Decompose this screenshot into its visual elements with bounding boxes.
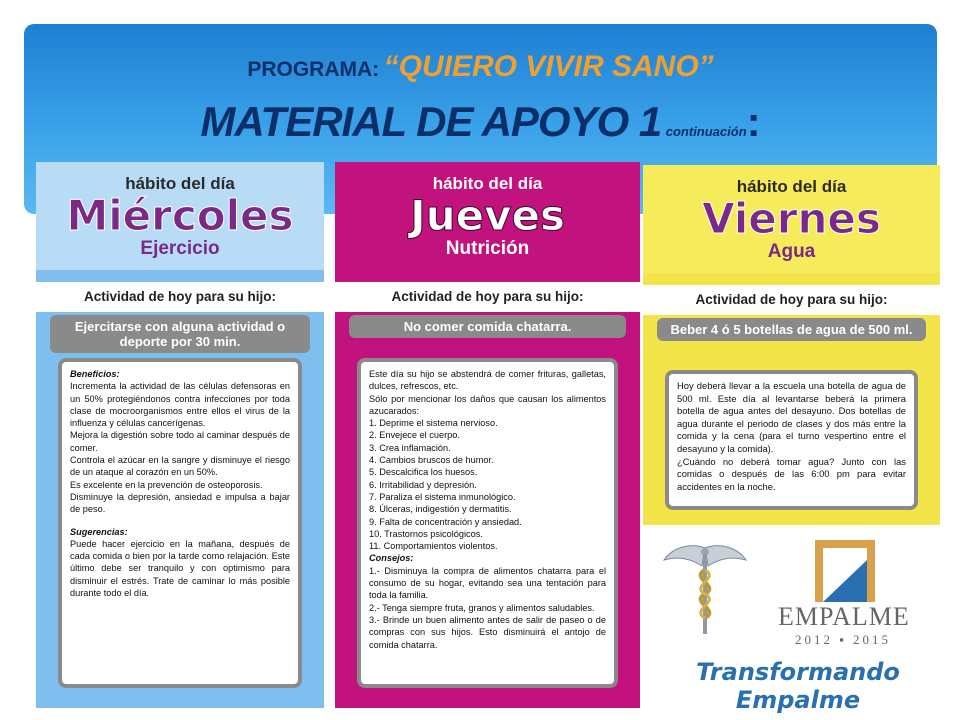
body-text: 2. Envejece el cuerpo. xyxy=(369,430,460,441)
task-box: No comer comida chatarra. xyxy=(349,315,626,338)
panel-header xyxy=(36,162,324,270)
body-text: 3. Crea inflamación. xyxy=(369,442,451,453)
topic-label: Nutrición xyxy=(445,238,530,259)
body-text: Sólo por mencionar los daños que causan los alimentos azucarados: xyxy=(369,393,606,416)
body-text: 4. Cambios bruscos de humor. xyxy=(369,455,494,466)
day-name: Miércoles xyxy=(66,191,294,240)
body-text: 8. Úlceras, indigestión y dermatitis. xyxy=(369,504,512,515)
body-text xyxy=(70,516,290,526)
topic-label: Agua xyxy=(767,241,816,262)
body-text: Es excelente en la prevención de osteoporosis. xyxy=(70,479,263,490)
info-box xyxy=(665,370,918,510)
program-title xyxy=(24,50,937,84)
empalme-text: EMPALME xyxy=(778,602,910,631)
panel-viernes xyxy=(643,165,940,525)
section-label: Consejos: xyxy=(369,553,414,564)
page-title xyxy=(24,98,937,146)
activity-label: Actividad de hoy para su hijo: xyxy=(335,282,640,312)
activity-label: Actividad de hoy para su hijo: xyxy=(643,285,940,315)
body-text: 2.- Tenga siempre fruta, granos y alimentos saludables. xyxy=(369,602,595,613)
body-text: Puede hacer ejercicio en la mañana, después de cada comida o bien por la tarde como relajación. Este último debe ser tranquilo y con optimismo para disminuir el estrés. Trate de caminar lo más posible durante todo el día. xyxy=(70,538,290,599)
title-continuation: continuación xyxy=(665,124,747,139)
body-text: 9. Falta de concentración y ansiedad. xyxy=(369,516,522,527)
body-text: 11. Comportamientos violentos. xyxy=(369,541,498,552)
program-name: “QUIERO VIVIR SANO” xyxy=(383,50,714,83)
topic-label: Ejercicio xyxy=(140,238,220,259)
body-text: 10. Trastornos psicológicos. xyxy=(369,528,483,539)
body-text: Incrementa la actividad de las células defensoras en un 50% protegiéndonos contra infecciones por toda clase de mocroorganismos entre ellos el virus de la influenza y células cancerígenas. xyxy=(70,381,290,429)
slogan: Transformando Empalme xyxy=(696,658,900,714)
body-text: Disminuye la depresión, ansiedad e impulsa a bajar de peso. xyxy=(70,491,290,515)
info-box xyxy=(58,358,302,688)
day-name: Viernes xyxy=(702,194,881,243)
body-text: Este día su hijo se abstendrá de comer frituras, galletas, dulces, refrescos, etc. xyxy=(369,369,606,392)
panel-jueves xyxy=(335,162,640,708)
panel-miercoles xyxy=(36,162,324,708)
habit-label: hábito del día xyxy=(432,174,543,193)
body-text: Controla el azúcar en la sangre y disminuye el riesgo de un ataque al corazón en un 50%. xyxy=(70,455,290,478)
logo-area xyxy=(650,530,940,714)
section-label: Beneficios: xyxy=(70,369,120,379)
day-name: Jueves xyxy=(410,191,565,240)
body-text: 1. Deprime el sistema nervioso. xyxy=(369,418,498,429)
body-text: 5. Descalcifica los huesos. xyxy=(369,467,478,478)
activity-label: Actividad de hoy para su hijo: xyxy=(36,282,324,312)
material-title: MATERIAL DE APOYO 1 xyxy=(200,98,662,145)
section-label: Sugerencias: xyxy=(70,526,128,537)
body-text: 6. Irritabilidad y depresión. xyxy=(369,479,477,490)
title-colon: : xyxy=(746,98,761,145)
panel-header xyxy=(335,162,640,270)
info-box xyxy=(357,358,618,688)
caduceus-icon xyxy=(660,540,750,640)
body-text: Hoy deberá llevar a la escuela una botella de agua de 500 ml. Este día al levantarse beberá la primera botella de agua antes del desayuno. Dos botellas de agua durante el periodo de clases y dos más entre la comida y la cena (para el turno vespertino entre el desayuno y la comida). xyxy=(677,380,906,454)
panel-header xyxy=(643,165,940,273)
task-box: Beber 4 ó 5 botellas de agua de 500 ml. xyxy=(657,318,926,341)
task-box: Ejercitarse con alguna actividad o deporte por 30 min. xyxy=(50,315,310,353)
body-text: ¿Cuándo no deberá tomar agua? Junto con las comidas o después de las 6:00 pm para evitar accidentes en la noche. xyxy=(677,455,906,492)
empalme-years: 2012 ▪ 2015 xyxy=(794,632,892,647)
body-text: 7. Paraliza el sistema inmunológico. xyxy=(369,491,516,502)
habit-label: hábito del día xyxy=(125,174,235,193)
body-text: Mejora la digestión sobre todo al caminar después de comer. xyxy=(70,430,290,453)
body-text: 3.- Brinde un buen alimento antes de salir de paseo o de compras con sus hijos. Esto disminuirá el antojo de comida chatarra. xyxy=(369,614,606,650)
program-label: PROGRAMA: xyxy=(247,58,380,81)
habit-label: hábito del día xyxy=(736,177,847,196)
body-text: 1.- Disminuya la compra de alimentos chatarra para el consumo de su hogar, evitando sea una tentación para toda la familia. xyxy=(369,565,606,601)
